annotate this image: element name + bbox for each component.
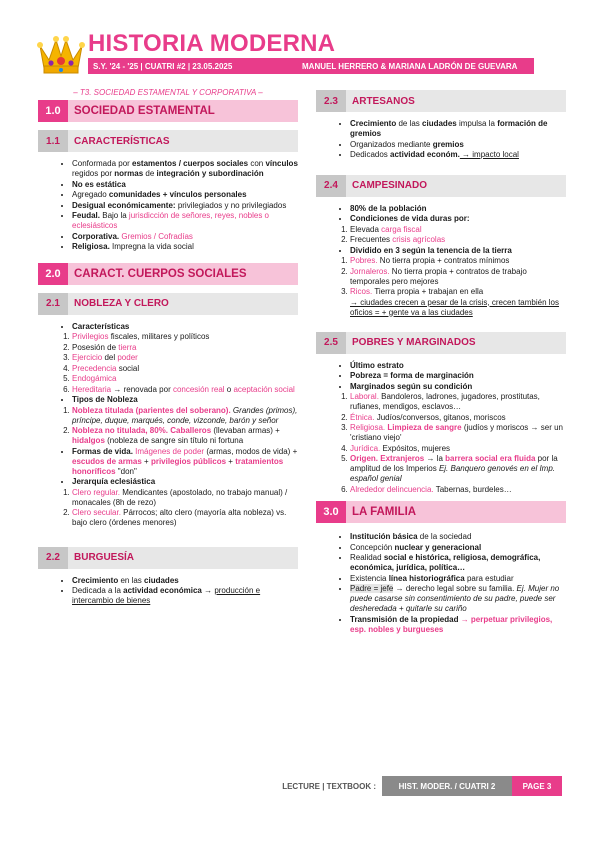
list-item: • Último estrato: [350, 361, 566, 371]
list-item: • Religiosa. Impregna la vida social: [72, 242, 298, 252]
section-title: LA FAMILIA: [346, 501, 566, 523]
list-item: • Agregado comunidades + vínculos personales: [72, 190, 298, 200]
list-item: 3. Ricos. Tierra propia + trabajan en ella: [350, 287, 566, 297]
subsection-number: 2.3: [316, 90, 346, 112]
list-item: 4. Precedencia social: [72, 364, 298, 374]
subsection-header-2-3: [316, 90, 566, 112]
subsection-header-1-1: [38, 130, 298, 152]
topic-subtitle: – T3. SOCIEDAD ESTAMENTAL Y CORPORATIVA –: [73, 88, 263, 97]
caracteristicas-nobleza-list: [38, 332, 298, 395]
subsection-title: CARACTERÍSTICAS: [68, 130, 298, 152]
familia-list: [316, 532, 566, 635]
subsection-title: POBRES Y MARGINADOS: [346, 332, 566, 354]
list-item: • Tipos de Nobleza: [72, 395, 298, 405]
list-item: 2. Nobleza no titulada, 80%. Caballeros (llevaban armas) + hidalgos (nobleza de sangre sin título ni fortuna: [72, 426, 298, 446]
campesinado-list: [316, 204, 566, 225]
section-number: 1.0: [38, 100, 68, 122]
subsection-number: 2.5: [316, 332, 346, 354]
section-header-3-0: [316, 501, 566, 523]
subsection-title: NOBLEZA Y CLERO: [68, 293, 298, 315]
list-item: • No es estática: [72, 180, 298, 190]
footer-course: HIST. MODER. / CUATRI 2: [382, 776, 512, 796]
list-item: • Dedicados actividad económ. → impacto local: [350, 150, 566, 160]
section-title: SOCIEDAD ESTAMENTAL: [68, 100, 298, 122]
subsection-title: BURGUESÍA: [68, 547, 298, 569]
list-item: • Corporativa. Gremios / Cofradías: [72, 232, 298, 242]
list-item: • Padre = jefe → derecho legal sobre su familia. Ej. Mujer no puede casarse sin consentimiento de su padre, puede ser desheredada + quitarle su cariño: [350, 584, 566, 614]
section-title: CARACT. CUERPOS SOCIALES: [68, 263, 298, 285]
campesinado-note: → ciudades crecen a pesar de la crisis, crecen también los oficios = + gente va a las ciudades: [350, 297, 559, 317]
left-column: [38, 88, 298, 607]
tipos-nobleza-list: [38, 406, 298, 447]
list-item: 1. Clero regular. Mendicantes (apostolado, no trabajo manual) / monacales (8h de rezo): [72, 488, 298, 508]
page-number: PAGE 3: [512, 776, 562, 796]
subsection-number: 2.4: [316, 175, 346, 197]
jerarquia-list: [38, 488, 298, 529]
subsection-title: CAMPESINADO: [346, 175, 566, 197]
list-item: 1. Pobres. No tierra propia + contratos mínimos: [350, 256, 566, 266]
list-item: 1. Nobleza titulada (parientes del soberano). Grandes (primos), príncipe, duque, marqués, conde, vizconde, barón y señor: [72, 406, 298, 426]
list-item: 1. Laboral. Bandoleros, ladrones, jugadores, prostitutas, rufianes, mendigos, esclavos…: [350, 392, 566, 412]
list-item: 5. Endogámica: [72, 374, 298, 384]
page-title: HISTORIA MODERNA: [88, 30, 336, 57]
subsection-header-2-5: [316, 332, 566, 354]
artesanos-list: [316, 119, 566, 160]
list-item: 3. Religiosa. Limpieza de sangre (judíos y moriscos → ser un 'cristiano viejo': [350, 423, 566, 443]
section-header-1-0: [38, 100, 298, 122]
section-header-2-0: [38, 263, 298, 285]
section-number: 3.0: [316, 501, 346, 523]
list-item: • Marginados según su condición: [350, 382, 566, 392]
list-item: • Realidad social e histórica, religiosa, demográfica, económica, jurídica, política…: [350, 553, 566, 573]
course-info: S.Y. '24 - '25 | CUATRI #2 | 23.05.2025: [93, 61, 233, 71]
subsection-number: 2.2: [38, 547, 68, 569]
list-item: • Conformada por estamentos / cuerpos sociales con vínculos regidos por normas de integración y subordinación: [72, 159, 298, 179]
caracteristicas-list: [38, 159, 298, 252]
list-item: 1. Elevada carga fiscal: [350, 225, 566, 235]
footer: [262, 776, 568, 796]
list-item: 6. Hereditaria → renovada por concesión real o aceptación social: [72, 385, 298, 395]
subsection-header-2-4: [316, 175, 566, 197]
list-item: • Crecimiento en las ciudades: [72, 576, 298, 586]
list-item: • 80% de la población: [350, 204, 566, 214]
list-item: • Crecimiento de las ciudades impulsa la formación de gremios: [350, 119, 566, 139]
list-item: 1. Privilegios fiscales, militares y políticos: [72, 332, 298, 342]
subsection-header-2-2: [38, 547, 298, 569]
list-item: 6. Alrededor delincuencia. Tabernas, burdeles…: [350, 485, 566, 495]
list-item: 2. Clero secular. Párrocos; alto clero (mayoría alta nobleza) vs. bajo clero (órdenes menores): [72, 508, 298, 528]
subsection-title: ARTESANOS: [346, 90, 566, 112]
subsection-number: 1.1: [38, 130, 68, 152]
list-item: 3. Ejercicio del poder: [72, 353, 298, 363]
list-item: • Dividido en 3 según la tenencia de la tierra: [350, 246, 566, 256]
authors: MANUEL HERRERO & MARIANA LADRÓN DE GUEVARA: [302, 61, 518, 71]
list-item: • Organizados mediante gremios: [350, 140, 566, 150]
list-item: • Feudal. Bajo la jurisdicción de señores, reyes, nobles o eclesiásticos: [72, 211, 298, 231]
list-item: 2. Étnica. Judíos/conversos, gitanos, moriscos: [350, 413, 566, 423]
list-item: • Características: [72, 322, 298, 332]
subsection-number: 2.1: [38, 293, 68, 315]
list-item: 2. Frecuentes crisis agrícolas: [350, 235, 566, 245]
list-item: 4. Jurídica. Expósitos, mujeres: [350, 444, 566, 454]
footer-lecture: LECTURE | TEXTBOOK :: [282, 781, 376, 791]
subsection-header-2-1: [38, 293, 298, 315]
nobleza-list: [38, 322, 298, 332]
list-item: 2. Posesión de tierra: [72, 343, 298, 353]
list-item: • Pobreza = forma de marginación: [350, 371, 566, 381]
list-item: • Concepción nuclear y generacional: [350, 543, 566, 553]
list-item: • Formas de vida. Imágenes de poder (armas, modos de vida) + escudos de armas + privilegios públicos + tratamientos honoríficos "don": [72, 447, 298, 477]
list-item: • Condiciones de vida duras por:: [350, 214, 566, 224]
list-item: • Jerarquía eclesiástica: [72, 477, 298, 487]
right-column: [316, 90, 566, 635]
burguesia-list: [38, 576, 298, 607]
list-item: 5. Origen. Extranjeros → la barrera social era fluida por la amplitud de los Imperios Ej. Banquero genovés en el Imp. español genial: [350, 454, 566, 484]
list-item: • Institución básica de la sociedad: [350, 532, 566, 542]
list-item: • Existencia línea historiográfica para estudiar: [350, 574, 566, 584]
list-item: • Dedicada a la actividad económica → producción e intercambio de bienes: [72, 586, 298, 606]
header-info-bar: [88, 58, 534, 74]
section-number: 2.0: [38, 263, 68, 285]
list-item: • Transmisión de la propiedad → perpetuar privilegios, esp. nobles y burgueses: [350, 615, 566, 635]
list-item: 2. Jornaleros. No tierra propia + contratos de trabajo temporales pero mejores: [350, 267, 566, 287]
crown-icon: [36, 30, 86, 76]
list-item: • Desigual económicamente: privilegiados y no privilegiados: [72, 201, 298, 211]
marginados-list: [316, 361, 566, 392]
